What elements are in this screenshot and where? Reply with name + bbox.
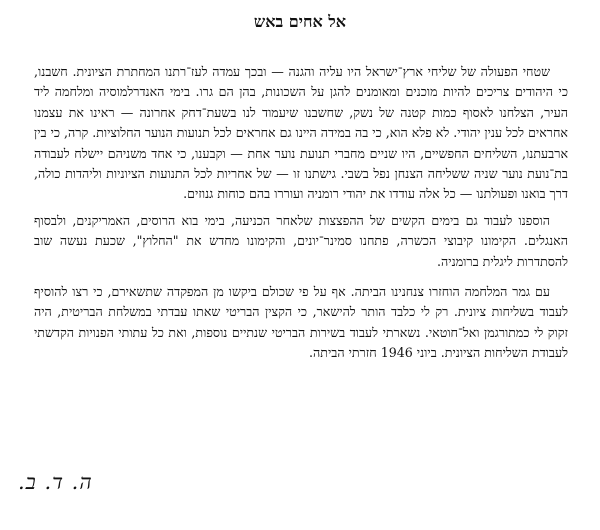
- page-title: אל אחים באש: [253, 12, 347, 31]
- document-body: [34, 62, 568, 364]
- paragraph-3: עם גמר המלחמה הוחזרו צנחנינו הביתה. אף על פי שכולם ביקשו מן המפקדה שתשאירם, כי רצו להוסיף לעבוד בשליחות ציונית. רק לי כלבד הותר להישאר, כי הקצין הבריטי שאתו עבדתי במשלחת הבריטית, היה זקוק לי כמתורגמן ואל־חוטאי. נשארתי לעבוד בשירות הבריטי שנתיים נוספות, ואת כל עתותי הפנויות הקדשתי לעבודת השליחות הציונית. ביוני 1946 חזרתי הביתה.: [34, 284, 568, 361]
- handwritten-signature: ה. ד. ב.: [18, 470, 93, 494]
- paragraph-1: שטחי הפעולה של שליחי ארץ־ישראל היו עליה והגנה — ובכך עמדה לעז־רתנו המחתרת הציונית. חשבנו, כי היהודים צריכים להיות מוכנים ומאומנים להגן על השכונות, בהן הם גרו. בימי האנדרלמוסיה ומלחמה ליד העיר, הצלחנו לאסוף כמות קטנה של נשק, שחשבנו שיעמוד לנו בשעת־דחק אחרונה — ראינו את עצמנו אחראים לכל ענין יהודי. לא פלא הוא, כי בה במידה היינו גם אחראים לכל תנועות הנוער החלוציות. קרה, כי בין ארבעתנו, השליחים החפשיים, היו שניים מחברי תנועת נוער אחת — וקבענו, כי אחד משניהם יישלח לעבודה בת־נועת נוער שניה ששליחה הצנחן נפל בשבי. גישתנו זו — של אחריות לכל התנועות הציוניות וליהדות כולה, דרך בואנו ופעולתנו — כל אלה עודדו את יהודי רומניה ועוררו בהם כוחות גנוזים.: [34, 64, 568, 202]
- paragraph-2: הוספנו לעבוד גם בימים הקשים של ההפצצות שלאחר הכניעה, בימי בוא הרוסים, האמריקנים, ולבסוף האנגלים. הקימונו קיבוצי הכשרה, פתחנו סמינר־יונים, והקימונו מחדש את "החלוץ", שכעת נעשה שוב להסתדרות ליגלית ברומניה.: [34, 212, 568, 269]
